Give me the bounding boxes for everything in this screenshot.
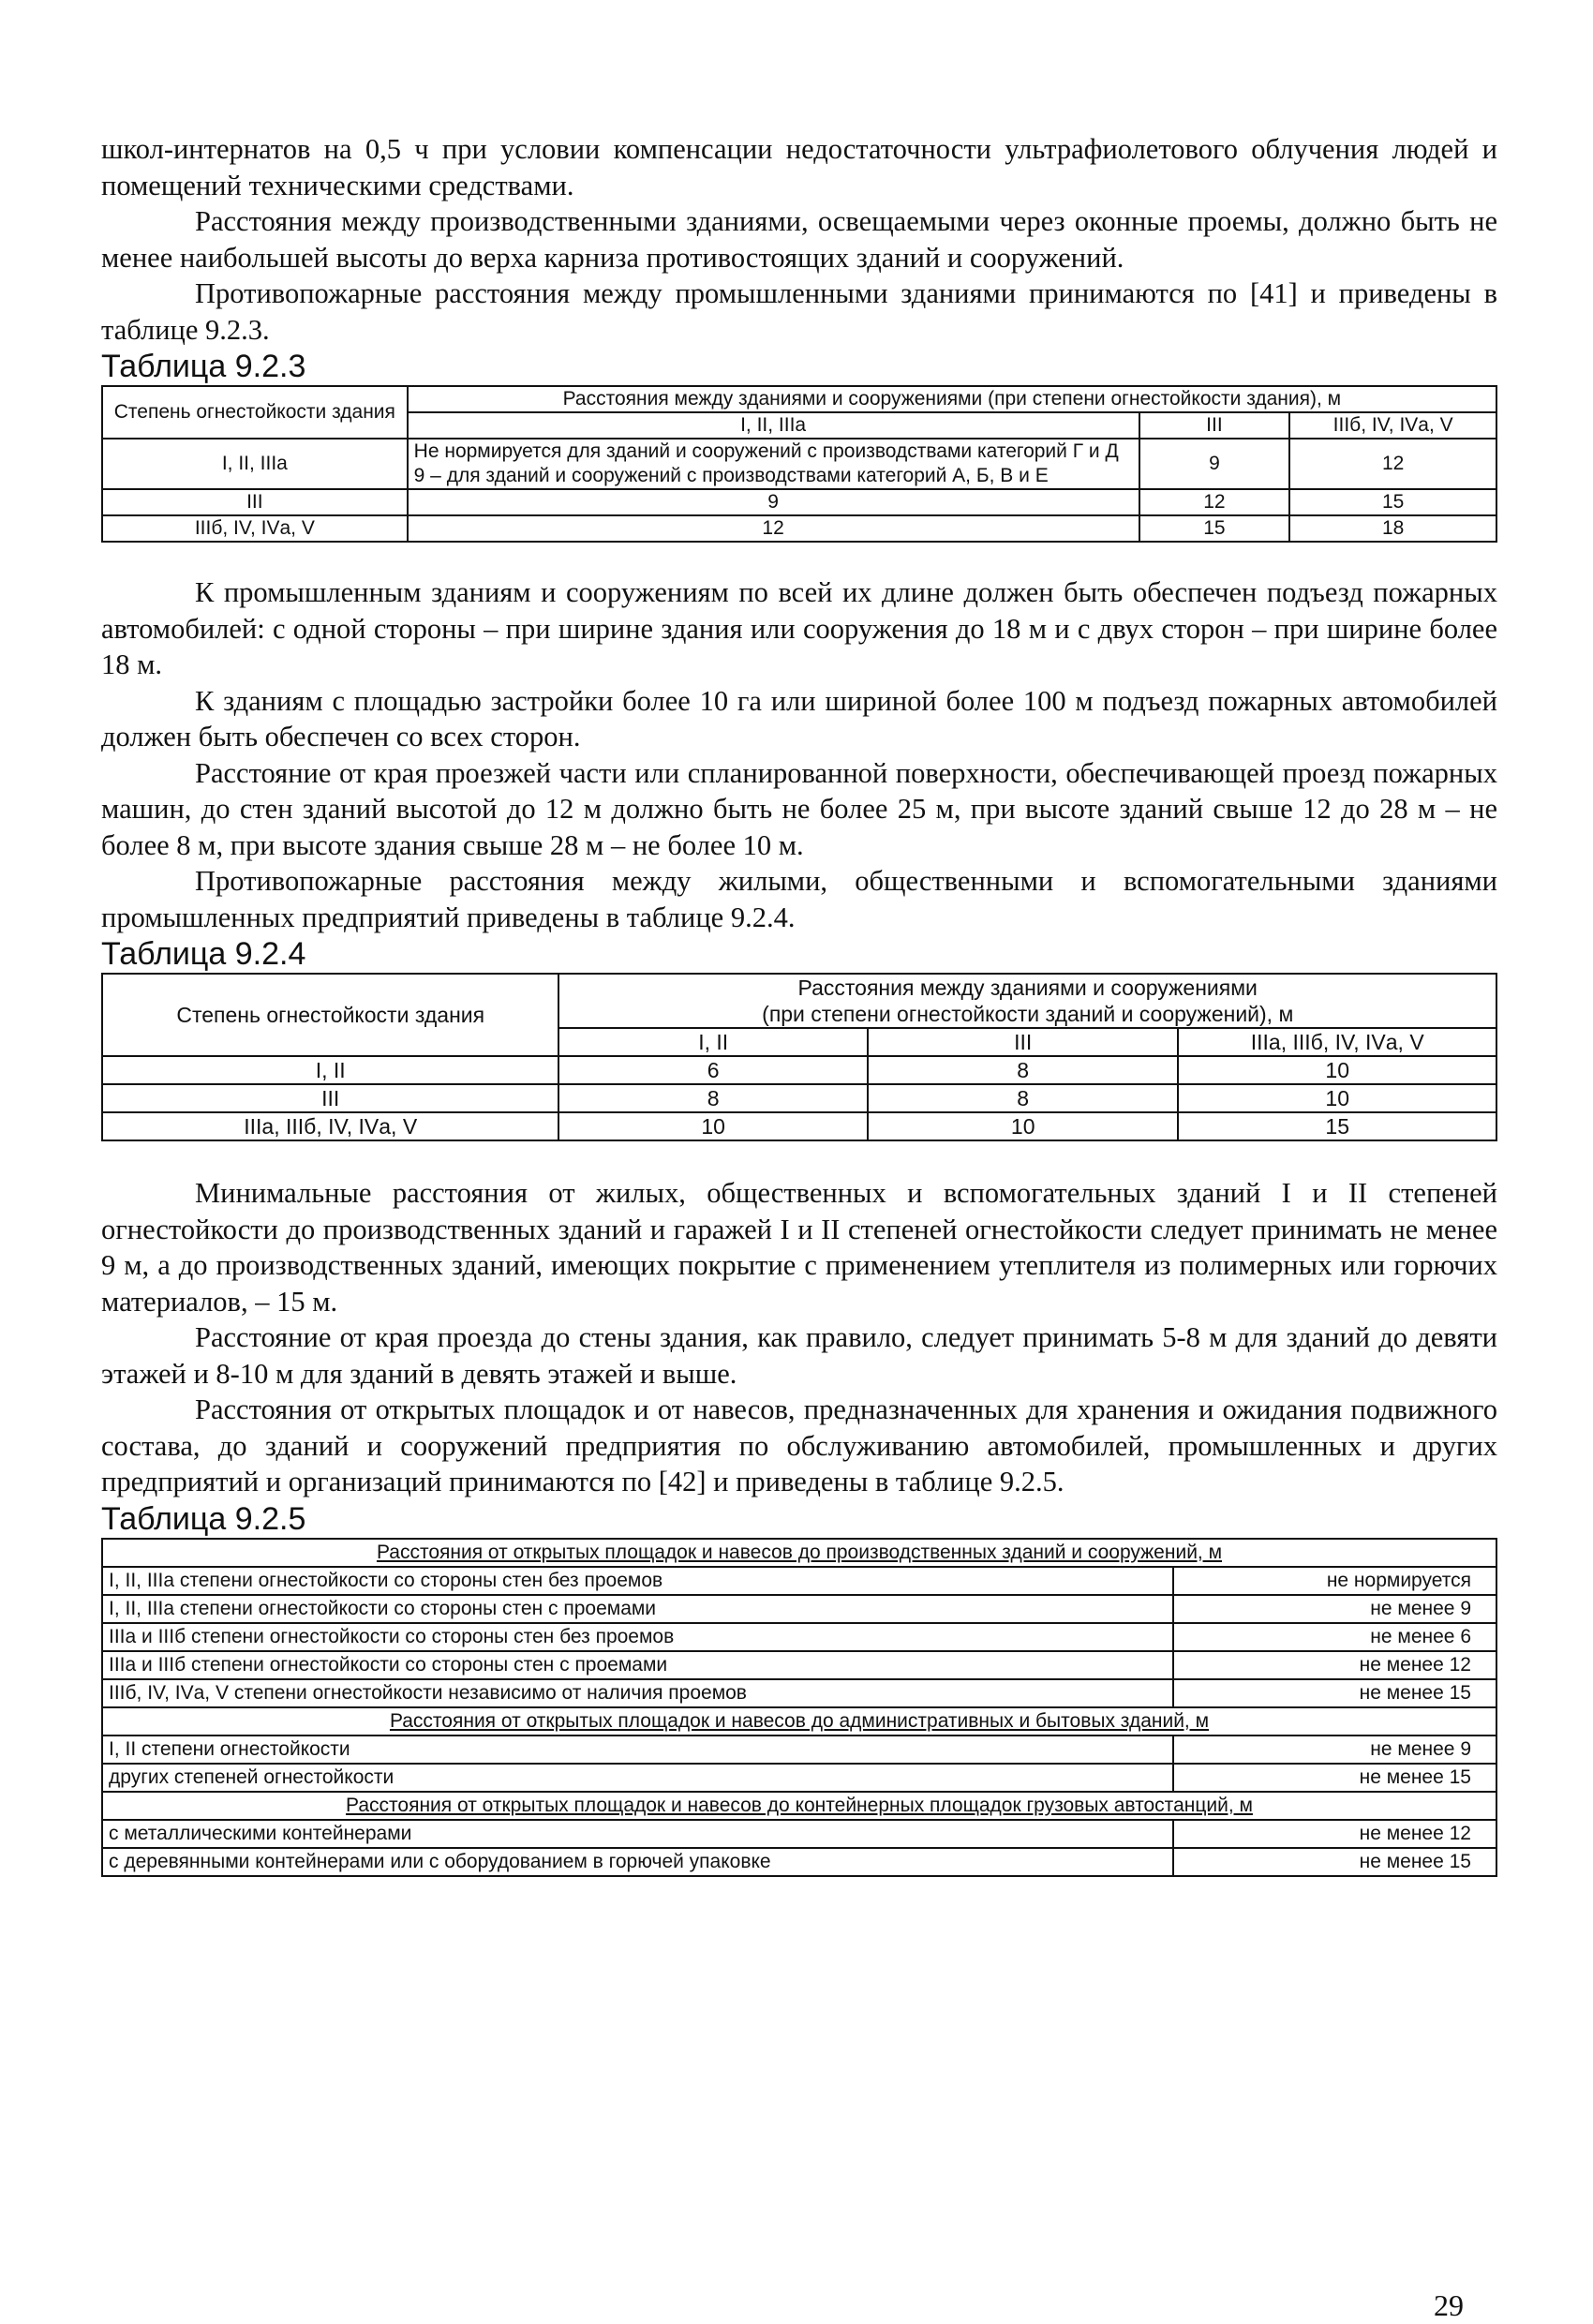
table-row (102, 1056, 1496, 1084)
table-cell: не менее 15 (1173, 1848, 1496, 1876)
table-subheader: IIIб, IV, IVа, V (1289, 412, 1496, 439)
paragraph: Расстояния от открытых площадок и от навесов, предназначенных для хранения и ожидания подвижного состава, до зданий и сооружений предприятия по обслуживанию автомобилей, промышленных и других предприятий и организаций принимаются по [42] и приведены в таблице 9.2.5. (101, 1393, 1497, 1497)
table-cell: IIIа и IIIб степени огнестойкости со стороны стен без проемов (102, 1623, 1173, 1651)
header-line: Расстояния между зданиями и сооружениями (797, 976, 1258, 1000)
table-cell: I, II (102, 1056, 558, 1084)
table-row (102, 1623, 1496, 1651)
table-cell: с металлическими контейнерами (102, 1820, 1173, 1848)
table-section-header: Расстояния от открытых площадок и навесов до производственных зданий и сооружений, м (102, 1539, 1496, 1567)
table-cell: IIIб, IV, IVа, V (102, 515, 408, 542)
table-subheader: IIIа, IIIб, IV, IVа, V (1178, 1028, 1496, 1056)
table-cell: 8 (558, 1084, 868, 1112)
paragraph: Минимальные расстояния от жилых, общественных и вспомогательных зданий I и II степеней огнестойкости до производственных зданий и гаражей I и II степеней огнестойкости следует принимать не менее 9 м, а до производственных зданий, имеющих покрытие с применением утеплителя из полимерных или горючих материалов, – 15 м. (101, 1177, 1497, 1318)
table-cell: 15 (1178, 1112, 1496, 1140)
table-row (102, 515, 1496, 542)
table-row (102, 1679, 1496, 1707)
table-row (102, 1820, 1496, 1848)
table-row (102, 1567, 1496, 1595)
table-cell: не менее 15 (1173, 1764, 1496, 1792)
table-cell: не нормируется (1173, 1567, 1496, 1595)
table-cell: I, II, IIIа (102, 439, 408, 489)
table-row (102, 1084, 1496, 1112)
table-cell: 10 (1178, 1056, 1496, 1084)
paragraph: К промышленным зданиям и сооружениям по всей их длине должен быть обеспечен подъезд пожарных автомобилей: с одной стороны – при ширине здания или сооружения до 18 м и с двух сторон – при ширине более 18 м. (101, 576, 1497, 680)
paragraph: Противопожарные расстояния между промышленными зданиями принимаются по [41] и приведены в таблице 9.2.3. (101, 277, 1497, 346)
paragraph: Расстояние от края проезжей части или спланированной поверхности, обеспечивающей проезд пожарных машин, до стен зданий высотой до 12 м должно быть не более 25 м, при высоте зданий свыше 12 до 28 м – не более 8 м, при высоте здания свыше 28 м – не более 10 м. (101, 756, 1497, 861)
table-cell: 10 (558, 1112, 868, 1140)
table-row (102, 1848, 1496, 1876)
table-group-header (558, 974, 1496, 1028)
table-cell: I, II, IIIа степени огнестойкости со стороны стен без проемов (102, 1567, 1173, 1595)
table-group-header: Расстояния между зданиями и сооружениями (при степени огнестойкости здания), м (408, 386, 1496, 412)
table-caption: Таблица 9.2.3 (101, 349, 306, 384)
table-cell: 8 (868, 1056, 1179, 1084)
table-header-cell: Степень огнестойкости здания (102, 974, 558, 1056)
table-caption: Таблица 9.2.5 (101, 1500, 306, 1537)
table-row (102, 489, 1496, 515)
paragraph: Расстояния между производственными зданиями, освещаемыми через оконные проемы, должно быть не менее наибольшей высоты до верха карниза противостоящих зданий и сооружений. (101, 205, 1497, 274)
table-section-header: Расстояния от открытых площадок и навесов до административных и бытовых зданий, м (102, 1707, 1496, 1736)
table-cell: не менее 6 (1173, 1623, 1496, 1651)
table-cell: 15 (1289, 489, 1496, 515)
table-caption: Таблица 9.2.4 (101, 936, 306, 972)
table-cell: не менее 9 (1173, 1595, 1496, 1623)
table-row (102, 439, 1496, 489)
table-cell: 15 (1139, 515, 1290, 542)
table-cell: III (102, 1084, 558, 1112)
table-cell: IIIб, IV, IVа, V степени огнестойкости независимо от наличия проемов (102, 1679, 1173, 1707)
table-cell: IIIа и IIIб степени огнестойкости со стороны стен с проемами (102, 1651, 1173, 1679)
table-cell: не менее 12 (1173, 1820, 1496, 1848)
table-cell: 8 (868, 1084, 1179, 1112)
header-line: (при степени огнестойкости зданий и сооружений), м (762, 1002, 1294, 1026)
table-cell: с деревянными контейнерами или с оборудованием в горючей упаковке (102, 1848, 1173, 1876)
table-cell: IIIа, IIIб, IV, IVа, V (102, 1112, 558, 1140)
table-row (102, 1764, 1496, 1792)
table-cell: других степеней огнестойкости (102, 1764, 1173, 1792)
paragraph: школ-интернатов на 0,5 ч при условии компенсации недостаточности ультрафиолетового облучения людей и помещений техническими средствами. (101, 133, 1497, 201)
table-cell: 9 (408, 489, 1139, 515)
table-row (102, 1651, 1496, 1679)
page-number: 29 (1434, 2288, 1464, 2322)
paragraph: Расстояние от края проезда до стены здания, как правило, следует принимать 5-8 м для зданий до девяти этажей и 8-10 м для зданий в девять этажей и выше. (101, 1321, 1497, 1390)
table-cell: 6 (558, 1056, 868, 1084)
fire-distance-table-industrial (101, 385, 1497, 543)
table-row (102, 1112, 1496, 1140)
table-subheader: I, II (558, 1028, 868, 1056)
table-header-cell: Степень огнестойкости здания (102, 386, 408, 439)
table-cell: не менее 9 (1173, 1736, 1496, 1764)
table-subheader: III (868, 1028, 1179, 1056)
open-area-distance-table (101, 1538, 1497, 1877)
fire-distance-table-residential (101, 973, 1497, 1141)
table-cell: 10 (868, 1112, 1179, 1140)
table-section-header: Расстояния от открытых площадок и навесов до контейнерных площадок грузовых автостанций, м (102, 1792, 1496, 1820)
table-cell: I, II степени огнестойкости (102, 1736, 1173, 1764)
table-cell: не менее 12 (1173, 1651, 1496, 1679)
table-cell: 10 (1178, 1084, 1496, 1112)
table-row (102, 1736, 1496, 1764)
document-page (101, 131, 1497, 1877)
table-cell: I, II, IIIа степени огнестойкости со стороны стен с проемами (102, 1595, 1173, 1623)
table-cell: 12 (408, 515, 1139, 542)
table-row (102, 1595, 1496, 1623)
table-cell: 12 (1289, 439, 1496, 489)
table-subheader: I, II, IIIа (408, 412, 1139, 439)
cell-line: Не нормируется для зданий и сооружений с производствами категорий Г и Д (413, 440, 1119, 462)
paragraph: Противопожарные расстояния между жилыми, общественными и вспомогательными зданиями промышленных предприятий приведены в таблице 9.2.4. (101, 865, 1497, 933)
table-cell: 12 (1139, 489, 1290, 515)
cell-line: 9 – для зданий и сооружений с производствами категорий А, Б, В и Е (413, 465, 1049, 486)
table-cell: 18 (1289, 515, 1496, 542)
table-cell (408, 439, 1139, 489)
table-cell: 9 (1139, 439, 1290, 489)
table-cell: III (102, 489, 408, 515)
table-subheader: III (1139, 412, 1290, 439)
table-cell: не менее 15 (1173, 1679, 1496, 1707)
paragraph: К зданиям с площадью застройки более 10 га или шириной более 100 м подъезд пожарных автомобилей должен быть обеспечен со всех сторон. (101, 684, 1497, 752)
